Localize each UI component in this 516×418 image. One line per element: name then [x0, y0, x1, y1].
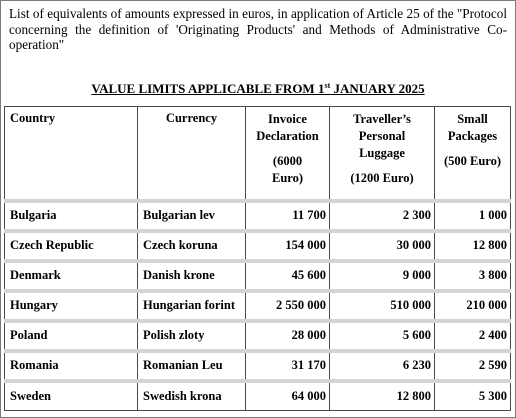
country-cell: Bulgaria	[5, 201, 138, 231]
header-small-amount: (500 Euro)	[443, 154, 502, 168]
invoice-declaration-cell: 31 170	[246, 351, 330, 381]
header-invoice-line1: Invoice	[268, 112, 307, 126]
currency-cell: Czech koruna	[138, 231, 246, 261]
country-cell: Denmark	[5, 261, 138, 291]
travellers-luggage-cell: 9 000	[330, 261, 435, 291]
travellers-luggage-cell: 510 000	[330, 291, 435, 321]
country-cell: Sweden	[5, 381, 138, 411]
table-heading	[0, 81, 516, 97]
small-packages-cell: 1 000	[435, 201, 511, 231]
small-packages-cell: 210 000	[435, 291, 511, 321]
invoice-declaration-cell: 2 550 000	[246, 291, 330, 321]
invoice-declaration-cell: 45 600	[246, 261, 330, 291]
travellers-luggage-cell: 6 230	[330, 351, 435, 381]
table-row	[5, 351, 511, 381]
currency-cell: Hungarian forint	[138, 291, 246, 321]
invoice-declaration-cell: 28 000	[246, 321, 330, 351]
header-invoice-declaration	[246, 107, 330, 201]
small-packages-cell: 5 300	[435, 381, 511, 411]
header-traveller-line1: Traveller’s	[353, 112, 411, 126]
header-traveller-line3: Luggage	[359, 146, 405, 160]
header-small-line2: Packages	[447, 129, 498, 143]
currency-cell: Danish krone	[138, 261, 246, 291]
invoice-declaration-cell: 154 000	[246, 231, 330, 261]
heading-superscript: st	[324, 81, 331, 90]
table-row	[5, 201, 511, 231]
table-header-row	[5, 107, 511, 201]
header-invoice-line2: Declaration	[256, 129, 319, 143]
header-small-line1: Small	[457, 112, 488, 126]
header-invoice-amount1: (6000	[272, 154, 303, 168]
header-traveller-line2: Personal	[358, 129, 406, 143]
intro-paragraph: List of equivalents of amounts expressed in euros, in application of Article 25 of the "Protocol concerning the definition of 'Originating Products' and Methods of Administrative Co-operation"	[9, 6, 507, 52]
travellers-luggage-cell: 30 000	[330, 231, 435, 261]
travellers-luggage-cell: 5 600	[330, 321, 435, 351]
header-invoice-amount2: Euro)	[271, 171, 304, 185]
small-packages-cell: 12 800	[435, 231, 511, 261]
table-row	[5, 261, 511, 291]
currency-cell: Polish zloty	[138, 321, 246, 351]
value-limits-table	[4, 106, 511, 411]
header-traveller-amount: (1200 Euro)	[350, 171, 414, 185]
header-country: Country	[5, 107, 138, 201]
country-cell: Hungary	[5, 291, 138, 321]
table-row	[5, 321, 511, 351]
travellers-luggage-cell: 12 800	[330, 381, 435, 411]
heading-rest: JANUARY 2025	[330, 81, 425, 96]
country-cell: Czech Republic	[5, 231, 138, 261]
currency-cell: Swedish krona	[138, 381, 246, 411]
table-row	[5, 231, 511, 261]
header-currency: Currency	[138, 107, 246, 201]
header-travellers-luggage	[330, 107, 435, 201]
table-body	[5, 201, 511, 411]
currency-cell: Bulgarian lev	[138, 201, 246, 231]
currency-cell: Romanian Leu	[138, 351, 246, 381]
country-cell: Poland	[5, 321, 138, 351]
small-packages-cell: 2 400	[435, 321, 511, 351]
travellers-luggage-cell: 2 300	[330, 201, 435, 231]
small-packages-cell: 2 590	[435, 351, 511, 381]
header-small-packages	[435, 107, 511, 201]
table-row	[5, 381, 511, 411]
invoice-declaration-cell: 11 700	[246, 201, 330, 231]
country-cell: Romania	[5, 351, 138, 381]
heading-main: VALUE LIMITS APPLICABLE FROM 1	[91, 81, 325, 96]
table-row	[5, 291, 511, 321]
small-packages-cell: 3 800	[435, 261, 511, 291]
invoice-declaration-cell: 64 000	[246, 381, 330, 411]
